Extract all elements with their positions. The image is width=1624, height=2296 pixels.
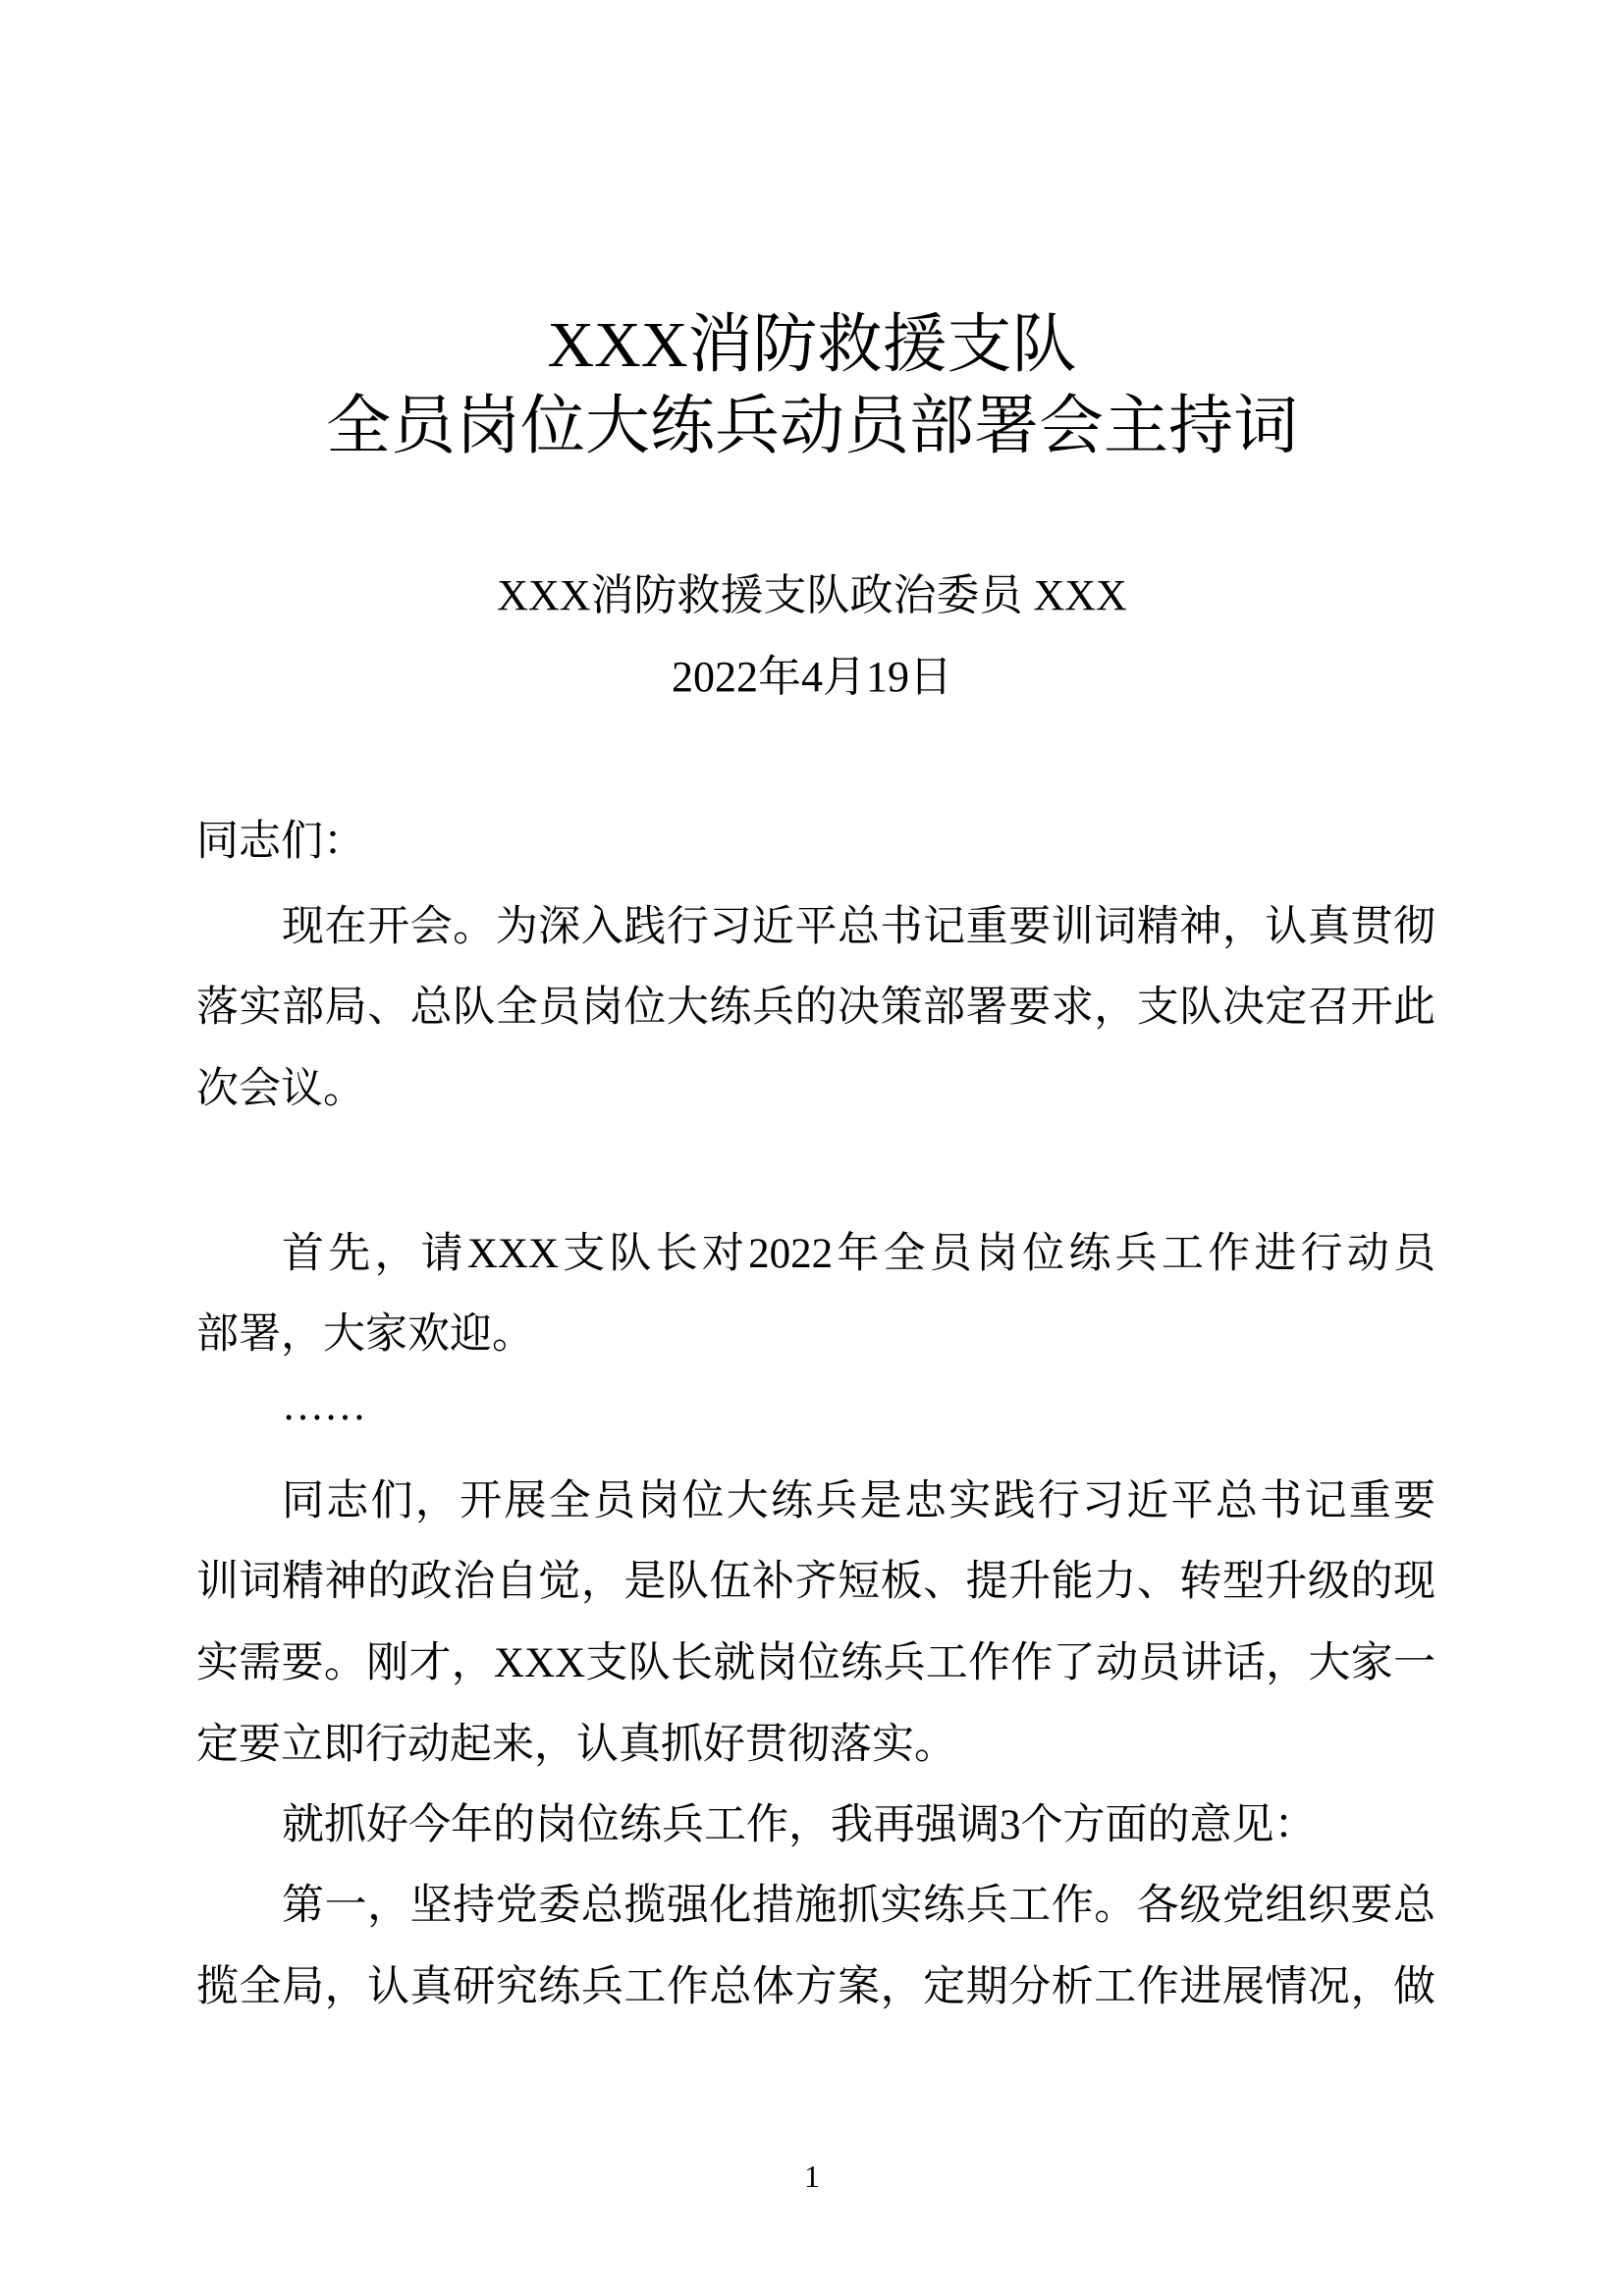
paragraph-line: 落实部局、总队全员岗位大练兵的决策部署要求，支队决定召开此 [196, 985, 1435, 1031]
paragraph-line: 实需要。刚才，XXX支队长就岗位练兵工作作了动员讲话，大家一 [196, 1640, 1435, 1686]
paragraph-line: 训词精神的政治自觉，是队伍补齐短板、提升能力、转型升级的现 [196, 1559, 1435, 1605]
paragraph-line: 首先，请XXX支队长对2022年全员岗位练兵工作进行动员 [282, 1231, 1435, 1277]
page-number: 1 [804, 2159, 820, 2194]
salutation: 同志们： [196, 819, 365, 865]
paragraph-line: 揽全局，认真研究练兵工作总体方案，定期分析工作进展情况，做 [196, 1964, 1435, 2010]
paragraph-line: 就抓好今年的岗位练兵工作，我再强调3个方面的意见： [282, 1802, 1317, 1848]
paragraph-line: 部署，大家欢迎。 [196, 1311, 534, 1358]
paragraph-line: 次会议。 [196, 1066, 365, 1112]
document-title-line-1: XXX消防救援支队 [547, 309, 1077, 381]
date-line: 2022年4月19日 [672, 653, 952, 701]
author-line: XXX消防救援支队政治委员 XXX [497, 571, 1127, 619]
paragraph-line: 第一，坚持党委总揽强化措施抓实练兵工作。各级党组织要总 [282, 1883, 1435, 1929]
ellipsis-line: …… [282, 1383, 366, 1429]
paragraph-line: 同志们，开展全员岗位大练兵是忠实践行习近平总书记重要 [282, 1478, 1435, 1524]
document-title-line-2: 全员岗位大练兵动员部署会主持词 [326, 391, 1298, 462]
paragraph-line: 现在开会。为深入践行习近平总书记重要训词精神，认真贯彻 [282, 904, 1435, 950]
paragraph-line: 定要立即行动起来，认真抓好贯彻落实。 [196, 1722, 956, 1768]
